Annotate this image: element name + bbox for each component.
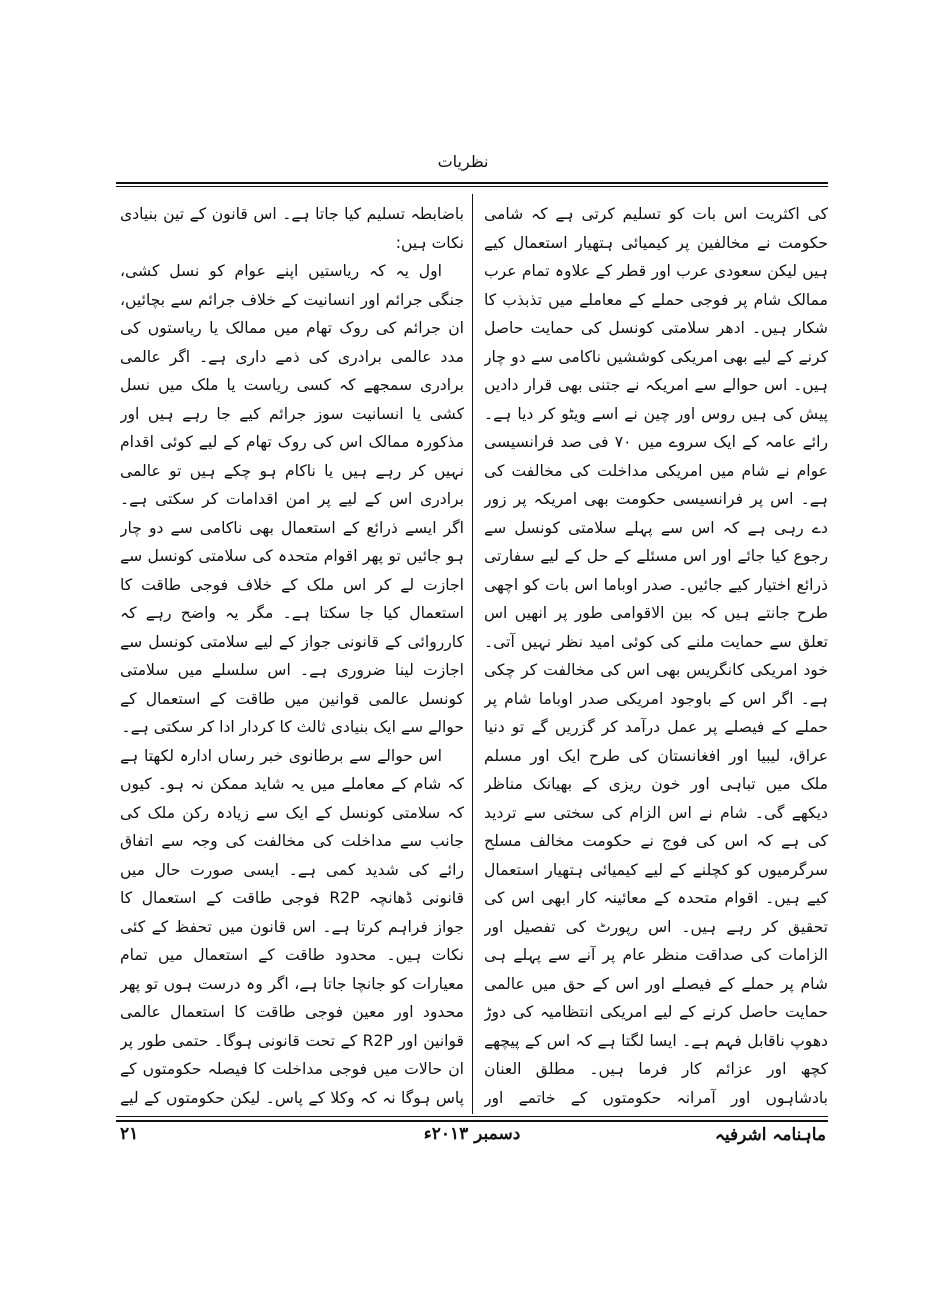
footer-rule bbox=[116, 1120, 828, 1122]
header-rule bbox=[116, 182, 828, 184]
column-right bbox=[484, 200, 828, 1112]
paragraph: باضابطہ تسلیم کیا جاتا ہے۔ اس قانون کے تین بنیادی نکات ہیں: bbox=[120, 205, 464, 252]
column-divider bbox=[472, 194, 473, 1114]
paragraph: اول یہ کہ ریاستیں اپنے عوام کو نسل کشی، جنگی جرائم اور انسانیت کے خلاف جرائم سے بچائیں، ان جرائم کی روک تھام میں ممالک یا ریاستوں کی مدد عالمی برادری کی ذمے داری ہے۔ اگر عالمی برادری سمجھے کہ کسی ریاست یا ملک میں نسل کشی یا انسانیت سوز جرائم کیے جا رہے ہیں اور مذکورہ ممالک اس کی روک تھام کے لیے کوئی اقدام نہیں کر رہے ہیں یا ناکام ہو چکے ہیں تو عالمی برادری اس کے لیے پر امن اقدامات کر سکتی ہے۔ اگر ایسے ذرائع کے استعمال بھی ناکامی سے دو چار ہو جائیں تو پھر اقوام متحدہ کی سلامتی کونسل سے اجازت لے کر اس ملک کے خلاف فوجی طاقت کا استعمال کیا جا سکتا ہے۔ مگر یہ واضح رہے کہ کارروائی کے قانونی جواز کے لیے سلامتی کونسل سے اجازت لینا ضروری ہے۔ اس سلسلے میں سلامتی کونسل عالمی قوانین میں طاقت کے استعمال کے حوالے سے ایک بنیادی ثالث کا کردار ادا کر سکتی ہے۔ bbox=[120, 262, 464, 736]
footer-page-number: ۲۱ bbox=[120, 1124, 139, 1144]
footer-magazine-name: ماہنامہ اشرفیہ bbox=[714, 1125, 826, 1145]
paragraph: اس حوالے سے برطانوی خبر رساں ادارہ لکھتا ہے کہ شام کے معاملے میں یہ شاید ممکن نہ ہو۔ کیوں کہ سلامتی کونسل کے ایک سے زیادہ رکن ملک کی جانب سے مداخلت کی مخالفت کی وجہ سے اتفاق رائے کی شدید کمی ہے۔ ایسی صورت حال میں قانونی ڈھانچہ R2P فوجی طاقت کے استعمال کا جواز فراہم کرتا ہے۔ اس قانون میں تحفظ کے کئی نکات ہیں۔ محدود طاقت کے استعمال میں تمام معیارات کو جانچا جاتا ہے، اگر وہ درست ہوں تو پھر محدود اور معین فوجی طاقت کا استعمال عالمی قوانین اور R2P کے تحت قانونی ہوگا۔ حتمی طور پر ان حالات میں فوجی مداخلت کا فیصلہ حکومتوں کے پاس ہوگا نہ کہ وکلا کے پاس۔ لیکن حکومتوں کے لیے bbox=[120, 746, 464, 1107]
header-rule-thin bbox=[116, 186, 828, 187]
footer-issue-date: دسمبر ۲۰۱۳ء bbox=[423, 1124, 521, 1144]
page-footer bbox=[116, 1124, 828, 1154]
column-left bbox=[120, 200, 464, 1112]
paragraph: کی اکثریت اس بات کو تسلیم کرتی ہے کہ شامی حکومت نے مخالفین پر کیمیائی ہتھیار استعمال کیے ہیں لیکن سعودی عرب اور قطر کے علاوہ تمام عرب ممالک شام پر فوجی حملے کے معاملے میں تذبذب کا شکار ہیں۔ ادھر سلامتی کونسل کی حمایت حاصل کرنے کے لیے بھی امریکی کوششیں ناکامی سے دو چار ہیں۔ اس حوالے سے امریکہ نے جتنی بھی قرار دادیں پیش کی ہیں روس اور چین نے اسے ویٹو کر دیا ہے۔ رائے عامہ کے ایک سروے میں ۷۰ فی صد فرانسیسی عوام نے شام میں امریکی مداخلت کی مخالفت کی ہے۔ اس پر فرانسیسی حکومت بھی امریکہ پر زور دے رہی ہے کہ اس سے پہلے سلامتی کونسل سے رجوع کیا جائے اور اس مسئلے کے حل کے لیے سفارتی ذرائع اختیار کیے جائیں۔ صدر اوباما اس بات کو اچھی طرح جانتے ہیں کہ بین الاقوامی طور پر انھیں اس تعلق سے حمایت ملنے کی کوئی امید نظر نہیں آتی۔ خود امریکی کانگریس بھی اس کی مخالفت کر چکی ہے۔ اگر اس کے باوجود امریکی صدر اوباما شام پر حملے کے فیصلے پر عمل درآمد کر گزریں گے تو دنیا عراق، لیبیا اور افغانستان کی طرح ایک اور مسلم ملک میں تباہی اور خون ریزی کے بھیانک مناظر دیکھے گی۔ شام نے اس الزام کی سختی سے تردید کی ہے کہ اس کی فوج نے حکومت مخالف مسلح سرگرمیوں کو کچلنے کے لیے کیمیائی ہتھیار استعمال کیے ہیں۔ اقوام متحدہ کے معائینہ کار ابھی اس کی تحقیق کر رہے ہیں۔ اس رپورٹ کی تفصیل اور الزامات کی صداقت منظر عام پر آنے سے پہلے ہی شام پر حملے کے فیصلے اور اس کے حق میں عالمی حمایت حاصل کرنے کے لیے امریکی انتظامیہ کی دوڑ دھوپ ناقابل فہم ہے۔ ایسا لگتا ہے کہ اس کے پیچھے کچھ اور عزائم کار فرما ہیں۔ مطلق العنان بادشاہوں اور آمرانہ حکومتوں کے خاتمے اور bbox=[484, 205, 828, 1107]
page-header-title: نظریات bbox=[437, 152, 489, 171]
footer-rule-thin bbox=[116, 1116, 828, 1117]
